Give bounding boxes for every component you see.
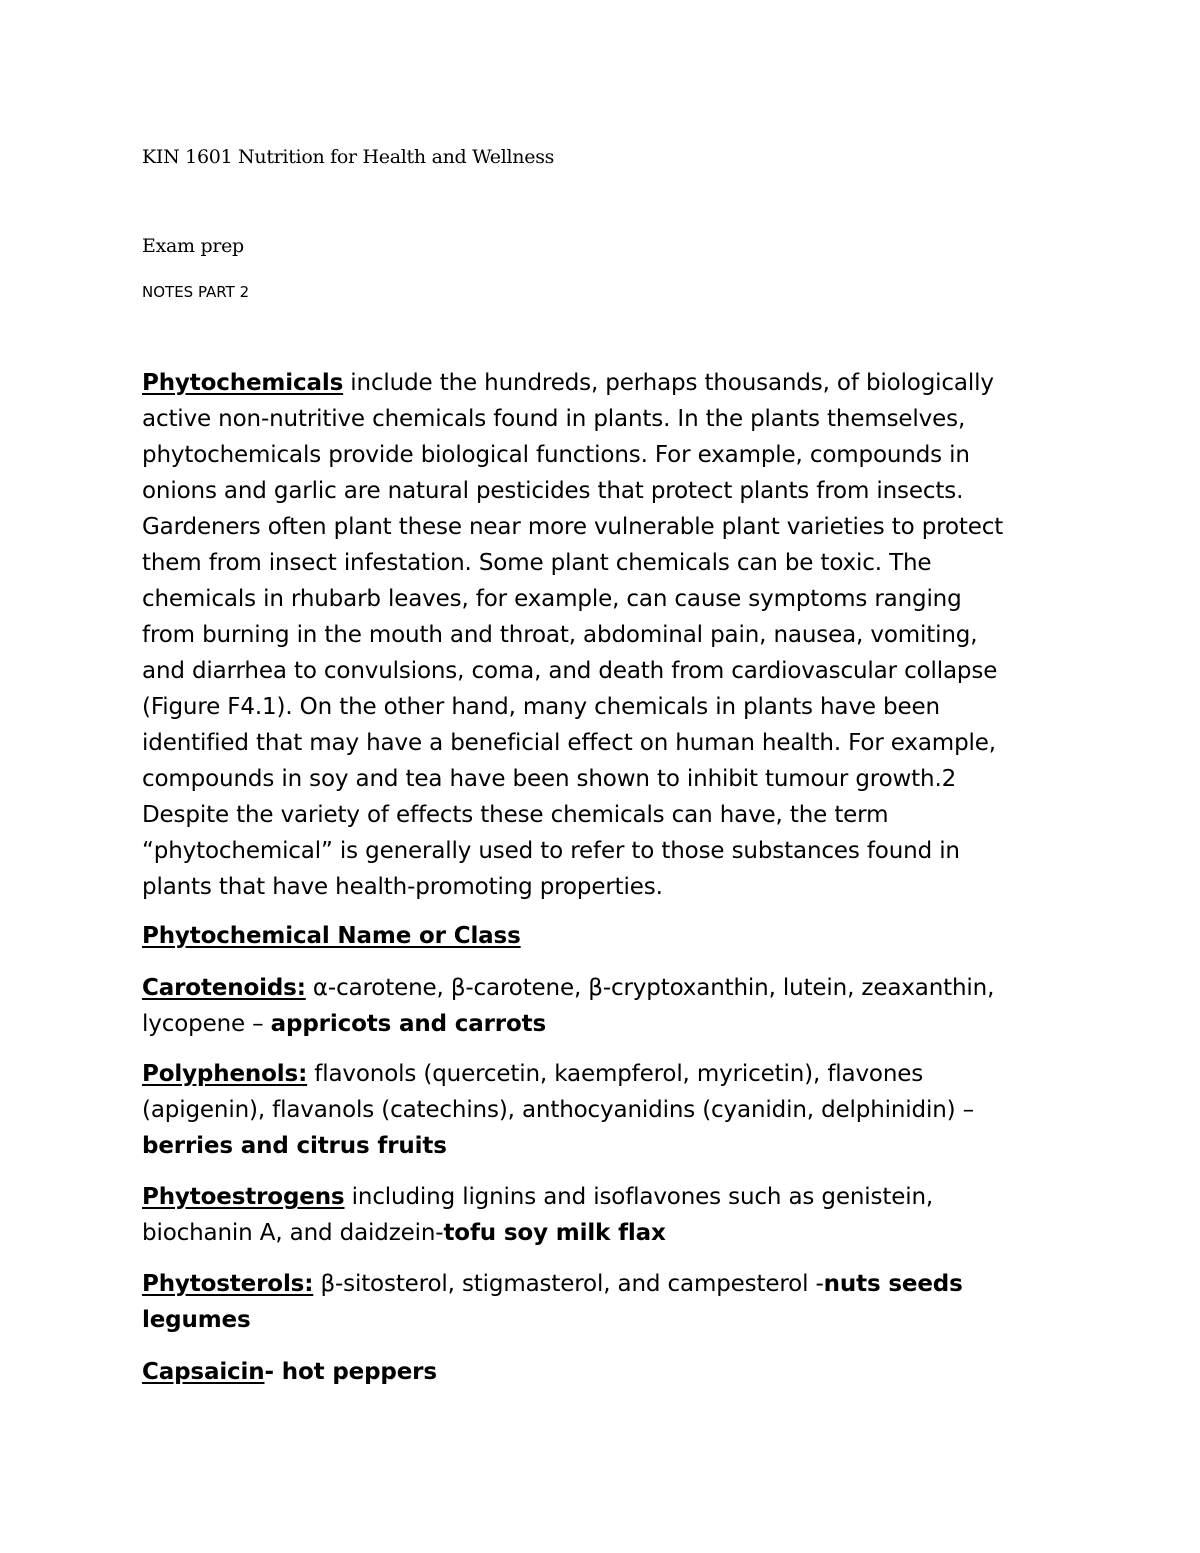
carotenoids-list-cont: lycopene –	[142, 1011, 271, 1037]
phytoestrogens-list-cont: biochanin A, and daidzein-	[142, 1220, 444, 1246]
intro-line-1: Phytochemicals include the hundreds, perhaps thousands, of biologically	[142, 370, 994, 396]
phytosterols-entry	[142, 1266, 1062, 1338]
intro-line-7: chemicals in rhubarb leaves, for example, can cause symptoms ranging	[142, 586, 962, 612]
phytosterols-foods: nuts seeds	[823, 1271, 963, 1297]
phytochemicals-term: Phytochemicals	[142, 370, 344, 396]
intro-line-9: and diarrhea to convulsions, coma, and death from cardiovascular collapse	[142, 658, 998, 684]
carotenoids-term: Carotenoids:	[142, 975, 306, 1001]
capsaicin-term: Capsaicin	[142, 1359, 265, 1385]
intro-line-12: compounds in soy and tea have been shown to inhibit tumour growth.2	[142, 766, 957, 792]
carotenoids-foods: appricots and carrots	[270, 1011, 547, 1037]
intro-line-15: plants that have health-promoting properties.	[142, 874, 663, 900]
intro-line-3: phytochemicals provide biological functions. For example, compounds in	[142, 442, 970, 468]
phytoestrogens-foods: tofu soy milk flax	[443, 1220, 666, 1246]
intro-line-8: from burning in the mouth and throat, abdominal pain, nausea, vomiting,	[142, 622, 978, 648]
intro-line-11: identified that may have a beneficial effect on human health. For example,	[142, 730, 996, 756]
phytosterols-list: β-sitosterol, stigmasterol, and campesterol -	[313, 1271, 824, 1297]
phytoestrogens-list: including lignins and isoflavones such as genistein,	[344, 1184, 934, 1210]
intro-line-5: Gardeners often plant these near more vulnerable plant varieties to protect	[142, 514, 1004, 540]
intro-line-4: onions and garlic are natural pesticides that protect plants from insects.	[142, 478, 964, 504]
intro-paragraph	[142, 365, 1062, 905]
polyphenols-term: Polyphenols:	[142, 1061, 308, 1087]
section-heading	[142, 918, 1062, 954]
polyphenols-foods: berries and citrus fruits	[142, 1133, 447, 1159]
phytosterols-term: Phytosterols:	[142, 1271, 314, 1297]
carotenoids-list: α-carotene, β-carotene, β-cryptoxanthin, lutein, zeaxanthin,	[305, 975, 995, 1001]
intro-line-10: (Figure F4.1). On the other hand, many chemicals in plants have been	[142, 694, 940, 720]
capsaicin-entry	[142, 1354, 1062, 1390]
intro-line-2: active non-nutritive chemicals found in plants. In the plants themselves,	[142, 406, 966, 432]
exam-prep-subtitle: Exam prep	[142, 235, 244, 257]
capsaicin-foods: - hot peppers	[264, 1359, 437, 1385]
polyphenols-list: flavonols (quercetin, kaempferol, myricetin), flavones	[307, 1061, 924, 1087]
carotenoids-entry	[142, 970, 1062, 1042]
course-title: KIN 1601 Nutrition for Health and Wellness	[142, 146, 555, 168]
phytoestrogens-term: Phytoestrogens	[142, 1184, 345, 1210]
notes-part-label: NOTES PART 2	[142, 283, 250, 301]
phytochemical-class-heading: Phytochemical Name or Class	[142, 923, 521, 949]
intro-line-14: “phytochemical” is generally used to refer to those substances found in	[142, 838, 960, 864]
polyphenols-entry	[142, 1056, 1062, 1164]
phytosterols-foods-cont: legumes	[142, 1307, 251, 1333]
intro-line-13: Despite the variety of effects these chemicals can have, the term	[142, 802, 889, 828]
phytoestrogens-entry	[142, 1179, 1062, 1251]
polyphenols-list-cont: (apigenin), flavanols (catechins), anthocyanidins (cyanidin, delphinidin) –	[142, 1097, 974, 1123]
intro-line-6: them from insect infestation. Some plant chemicals can be toxic. The	[142, 550, 932, 576]
